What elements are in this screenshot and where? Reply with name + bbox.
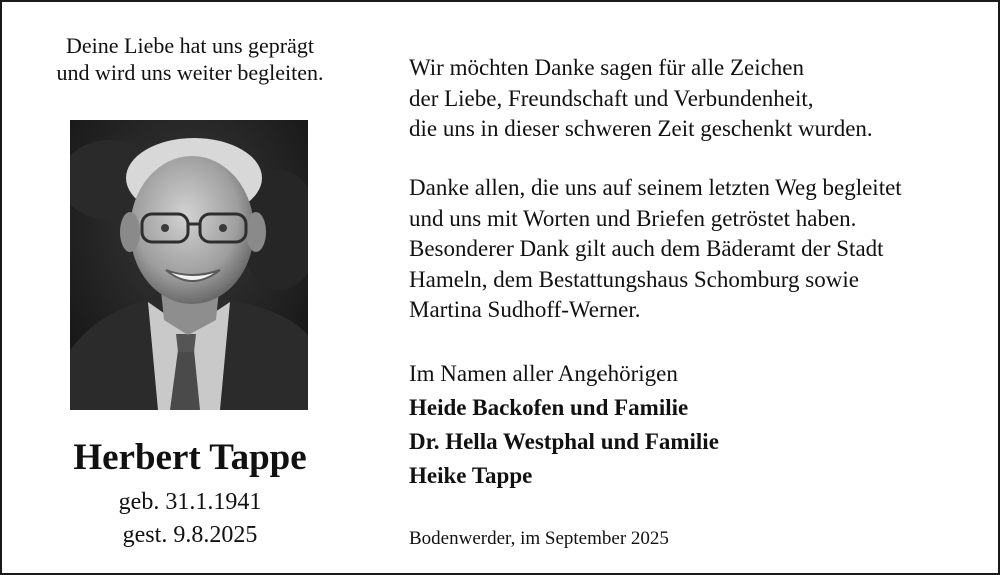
birth-date: geb. 31.1.1941 [118,489,262,515]
signer-name: Heike Tappe [409,463,533,488]
signer-name: Heide Backofen und Familie [409,395,689,420]
place-and-date: Bodenwerder, im September 2025 [409,528,669,549]
thanks-line: die uns in dieser schweren Zeit geschenkt wurden. [409,116,873,141]
signature-block [409,357,719,493]
acknowledgement-line: Danke allen, die uns auf seinem letzten Weg begleitet [409,175,902,200]
thanks-line: der Liebe, Freundschaft und Verbundenheit, [409,85,814,111]
quote-line: Deine Liebe hat uns geprägt [65,33,314,58]
life-dates [30,486,350,552]
acknowledgements-paragraph [409,173,902,326]
acknowledgement-line: Martina Sudhoff-Werner. [409,297,641,322]
deceased-name: Herbert Tappe [73,437,307,478]
signer-name: Dr. Hella Westphal und Familie [409,429,719,454]
quote-line: und wird uns weiter begleiten. [56,60,324,85]
memorial-quote [30,32,350,86]
portrait-photo [70,120,308,410]
acknowledgement-line: und uns mit Worten und Briefen getröstet haben. [409,205,857,231]
acknowledgement-line: Hameln, dem Bestattungshaus Schomburg sowie [409,266,859,292]
death-date: gest. 9.8.2025 [122,522,258,548]
thanks-line: Wir möchten Danke sagen für alle Zeichen [409,55,805,80]
acknowledgement-line: Besonderer Dank gilt auch dem Bäderamt der Stadt [409,236,884,261]
signature-intro: Im Namen aller Angehörigen [409,361,678,386]
thanks-paragraph [409,53,873,145]
